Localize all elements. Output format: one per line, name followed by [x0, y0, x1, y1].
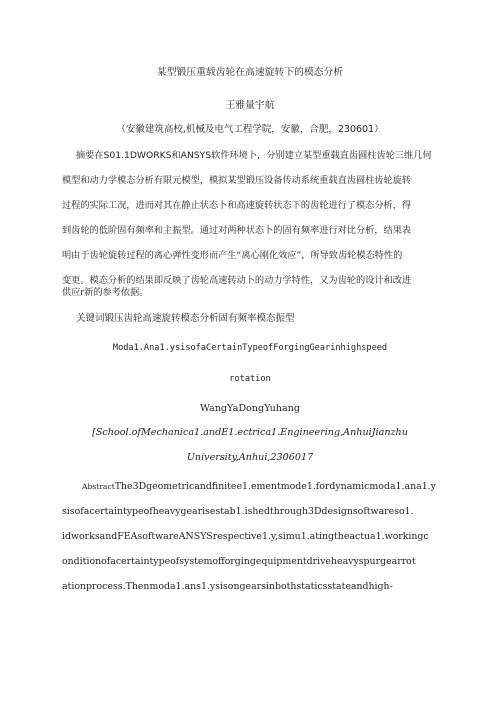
en-abstract-line: ationprocess.Thenmoda1.ans1.ysisongearsinbothstaticsstateandhigh- — [62, 581, 393, 592]
en-title-line: rotation — [229, 374, 271, 384]
abstract-line: 明由于齿轮旋转过程的离心弹性变形而产生“离心刚化效应”，所导致齿轮模态特性的 — [62, 250, 403, 261]
abstract-line: 过程的实际工况，进而对其在静止状态卜和高速旋转状态下的齿轮进行了模态分析，得 — [62, 200, 412, 211]
affiliation: （安徽建筑高校,机械及电气工程学院，安徽，合肥，230601） — [116, 124, 384, 135]
abstract-line: 摘要在S01.1DWORKS和ANSYS软件环境卜，分别建立某型重载直齿圆柱齿轮三维几何 — [76, 150, 432, 161]
en-abstract-line: onditionofacertaintypeofsystemofforgingequipmentdriveheavyspurgearrot — [62, 556, 416, 567]
en-authors: WangYaDongYuhang — [199, 403, 301, 414]
abstract-line: 到齿轮的低阶固有频率和主振型。通过对两种状态卜的固有频率进行对比分析，结果表 — [62, 225, 412, 236]
abstract-line: 供应r新的参考依据。 — [62, 287, 149, 298]
en-affiliation-line: University,Anhui,2306017 — [186, 452, 314, 463]
en-abstract-line: idworksandFEAsoftwareANSYSrespective1.y,simu1.atingtheactua1.workingc — [62, 531, 429, 542]
abstract-line: 模型和动力学模态分析有限元模型，模拟某型锻压设备传动系统重载直齿圆柱齿轮旋转 — [62, 175, 412, 186]
en-abstract-label: Abstract — [82, 482, 115, 491]
en-abstract-line: The3Dgeometricandfinitee1.ementmode1.fordynamicmoda1.ana1.y — [114, 481, 436, 492]
en-title-line: Moda1.Ana1.ysisofaCertainTypeofForgingGearinhighspeed — [112, 343, 388, 353]
en-affiliation-line: [School.ofMechanica1.andE1.ectrica1.Engineering,AnhuiJianzhu — [92, 427, 408, 438]
en-abstract-line: sisofacertaintypeofheavygearisestab1.ishedthrough3Ddesignsoftwareso1. — [62, 506, 414, 517]
authors: 王雅量宇航 — [225, 100, 275, 111]
paper-title: 某型锻压重载齿轮在高速旋转下的模态分析 — [156, 67, 344, 78]
abstract-line: 变更。模态分析的结果即反映了齿轮高速转动卜的动力学特性，又为齿轮的设计和改进 — [62, 275, 412, 286]
keywords: 关键词锻压齿轮高速旋转模态分析固有频率模态振型 — [76, 313, 295, 324]
